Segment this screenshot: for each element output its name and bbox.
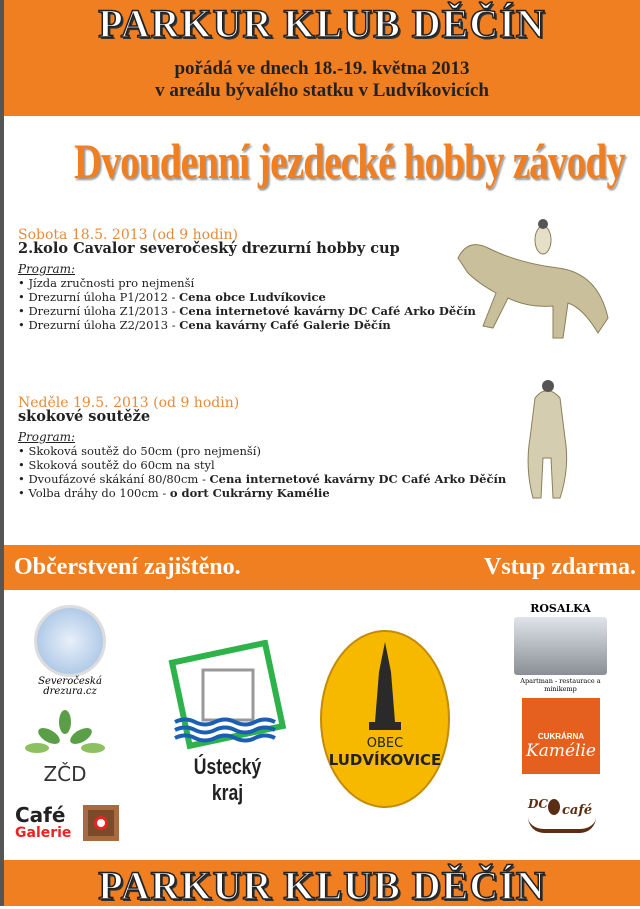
club-title-footer: PARKUR KLUB DĚČÍN [98,863,546,908]
jumping-horse-illustration [515,378,580,508]
sunday-date: Neděle 19.5. 2013 (od 9 hodin) [18,395,240,411]
dressage-horse-illustration [448,218,618,343]
page-edge [0,0,4,906]
dc-cafe-logo: DC café [522,793,602,838]
subtitle-dates: pořádá ve dnech 18.-19. května 2013 [174,58,470,79]
sunday-section [18,396,506,500]
saturday-title: 2.kolo Cavalor severočeský drezurní hobby cup [18,240,400,257]
subtitle-venue: v areálu bývalého statku v Ludvíkovicích [155,80,489,101]
program-item: • Skoková soutěž do 50cm (pro nejmenší) [18,444,261,458]
club-title: PARKUR KLUB DĚČÍN [98,1,546,46]
header-band [4,0,640,116]
program-item: • Volba dráhy do 100cm - o dort Cukrárny Kamélie [18,486,330,500]
cafe-galerie-logo: Café Galerie [15,805,125,850]
cukrarna-kamelie-logo: CUKRÁRNA Kamélie [522,698,600,774]
footer-band [4,860,640,906]
obec-ludvikovice-logo: OBEC LUDVÍKOVICE [320,630,450,808]
program-item: • Drezurní úloha Z2/2013 - Cena kavárny Café Galerie Děčín [18,318,391,332]
saturday-section [18,228,476,332]
event-headline: Dvoudenní jezdecké hobby závody [73,133,626,189]
program-item: • Dvoufázové skákání 80/80cm - Cena internetové kavárny DC Café Arko Děčín [18,472,507,486]
info-band [4,545,640,590]
program-label: Program: [18,262,76,276]
refreshments-text: Občerstvení zajištěno. [14,554,241,580]
free-entry-text: Vstup zdarma. [483,554,636,580]
program-item: • Drezurní úloha P1/2012 - Cena obce Ludvíkovice [18,290,326,304]
saturday-date: Sobota 18.5. 2013 (od 9 hodin) [18,227,239,243]
program-item: • Jízda zručnosti pro nejmenší [18,276,195,290]
zcd-logo: ZČD [25,708,105,788]
severoceska-drezura-logo: Severočeská drezura.cz [30,605,110,700]
program-item: • Drezurní úloha Z1/2013 - Cena internetové kavárny DC Café Arko Děčín [18,304,476,318]
program-item: • Skoková soutěž do 60cm na styl [18,458,215,472]
rosalka-logo: ROSALKA Apartman - restaurace a minikemp [508,602,613,692]
program-label: Program: [18,430,76,444]
ustecky-kraj-logo: Ústecký kraj [165,640,290,805]
sunday-title: skokové soutěže [18,408,151,425]
